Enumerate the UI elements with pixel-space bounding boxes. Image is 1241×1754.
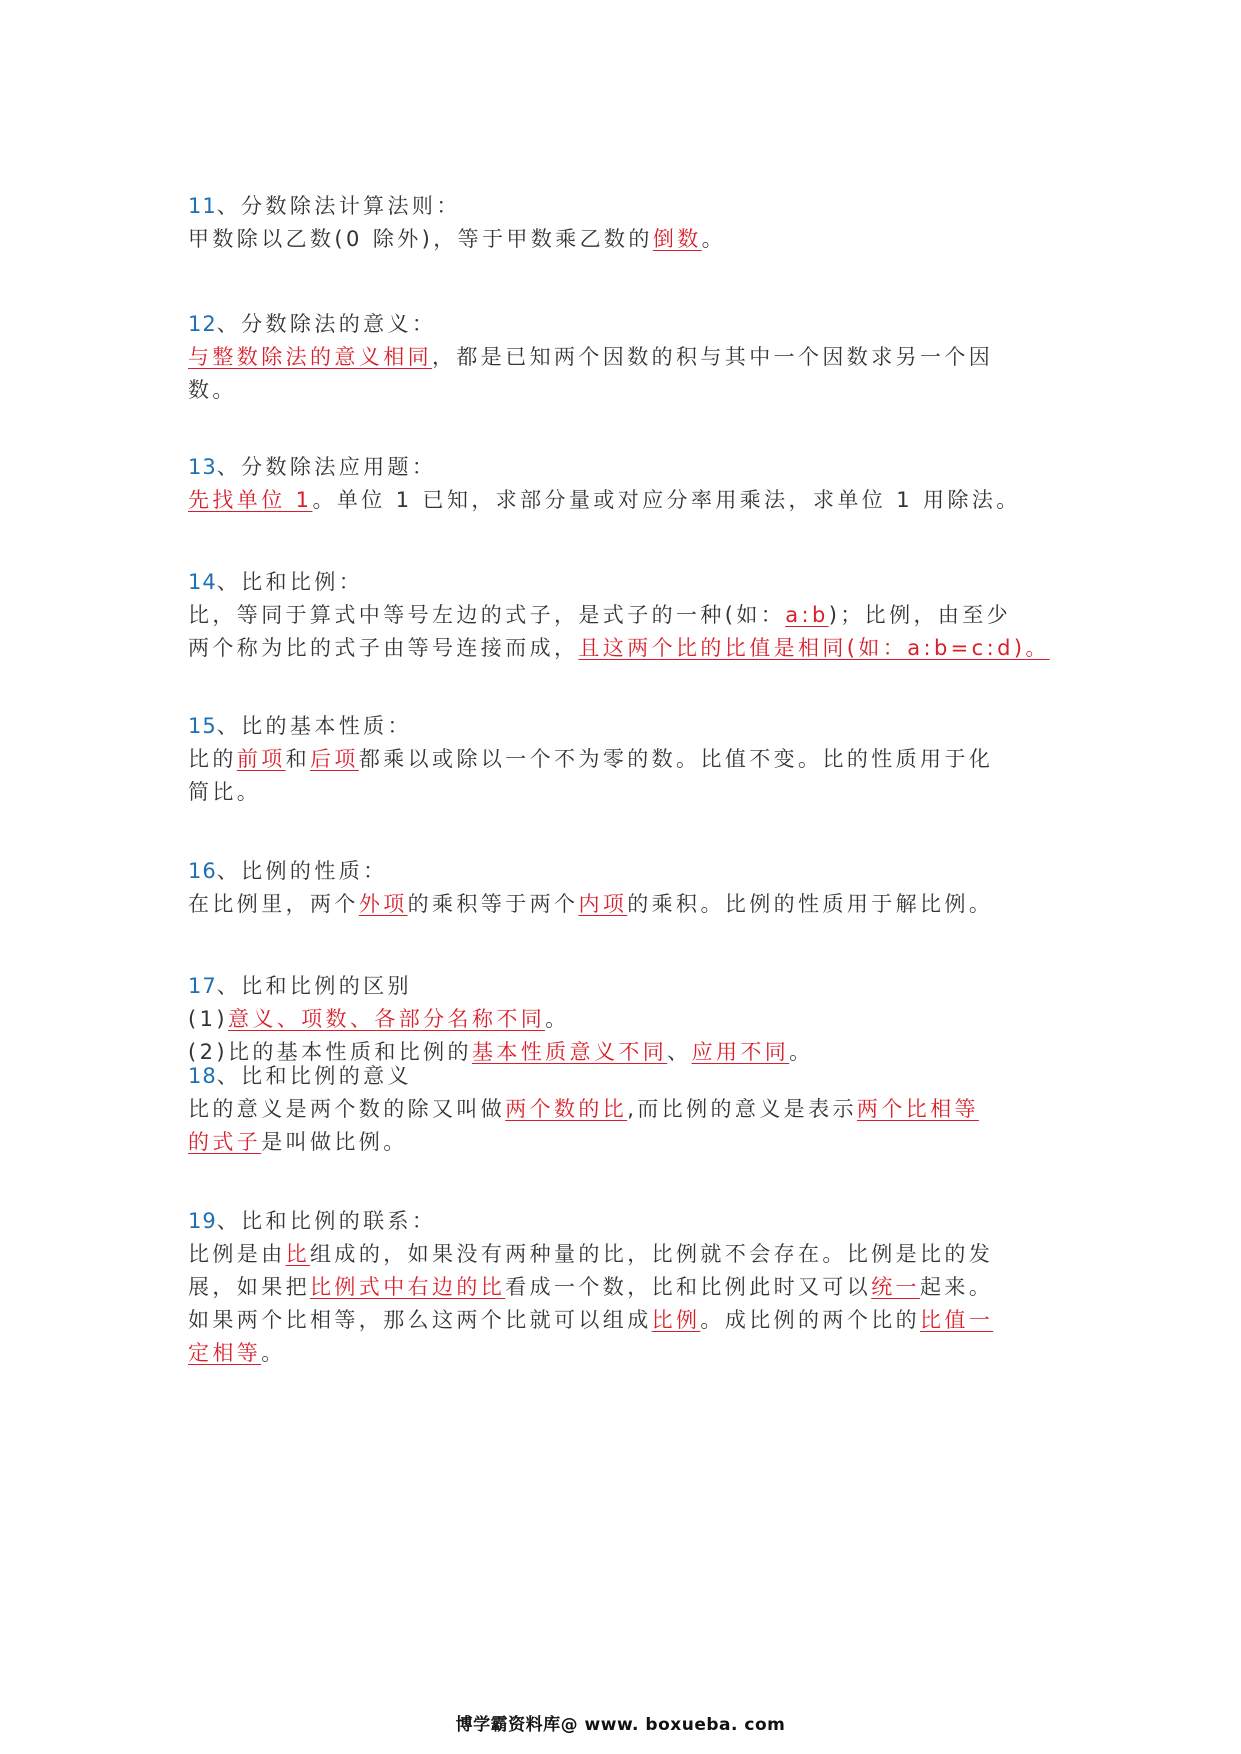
body-text: 。 [789,1040,814,1064]
highlighted-term: 基本性质意义不同 [471,1040,668,1064]
section-11 [188,190,1068,256]
section-heading [188,1060,1068,1093]
highlighted-term: 两个比相等 [856,1097,979,1121]
highlighted-term: 后项 [310,747,359,771]
section-title: 、比和比例的区别 [216,974,412,998]
section-heading [188,308,1068,341]
body-text: (1) [188,1007,228,1031]
body-text: 如果两个比相等，那么这两个比就可以组成 [188,1308,652,1332]
section-title: 、比的基本性质： [216,714,412,738]
section-number: 13 [188,455,217,479]
section-17 [188,970,1068,1069]
body-line [188,1238,1068,1271]
section-18 [188,1060,1068,1159]
body-text: 的乘积。比例的性质用于解比例。 [627,892,994,916]
body-text: 。 [701,227,727,251]
section-title: 、分数除法应用题： [216,455,437,479]
section-title: 、分数除法的意义： [216,312,437,336]
body-line [188,1337,1068,1370]
body-text: 的乘积等于两个 [407,892,579,916]
body-text: 和 [285,747,311,771]
section-number: 14 [188,570,217,594]
body-text: 比例是由 [188,1242,286,1266]
body-text: 数。 [188,378,237,402]
body-text: 甲数除以乙数(0 除外)，等于甲数乘乙数的 [188,227,653,251]
highlighted-term: 意义、项数、各部分名称不同 [227,1007,546,1031]
highlighted-term: 比例式中右边的比 [310,1275,506,1299]
body-text: 都乘以或除以一个不为零的数。比值不变。比的性质用于化 [358,747,994,771]
highlighted-term: 前项 [236,747,286,771]
body-text: ,而比例的意义是表示 [627,1097,857,1121]
body-text: 。单位 1 已知，求部分量或对应分率用乘法，求单位 1 用除法。 [312,488,1021,512]
section-heading [188,566,1068,599]
body-line [188,1093,1068,1126]
body-text: )；比例，由至少 [828,603,1012,627]
highlighted-term: 的式子 [188,1130,262,1154]
body-line [188,223,1068,256]
section-number: 15 [188,714,217,738]
body-line [188,1003,1068,1036]
highlighted-term: 应用不同 [691,1040,790,1064]
section-heading [188,855,1068,888]
section-number: 16 [188,859,217,883]
body-text: 是叫做比例。 [261,1130,408,1154]
section-14 [188,566,1068,665]
section-title: 、比和比例的意义 [216,1064,412,1088]
body-line [188,1304,1068,1337]
section-heading [188,710,1068,743]
section-heading [188,970,1068,1003]
body-line [188,888,1068,921]
body-text: 看成一个数，比和比例此时又可以 [505,1275,872,1299]
section-title: 、分数除法计算法则： [216,194,461,218]
body-text: 简比。 [188,780,262,804]
section-16 [188,855,1068,921]
highlighted-term: 比 [285,1242,311,1266]
body-line [188,776,1068,809]
body-text: 比，等同于算式中等号左边的式子，是式子的一种(如： [188,603,786,627]
body-text: 组成的，如果没有两种量的比，比例就不会存在。比例是比的发 [310,1242,994,1266]
section-19 [188,1205,1068,1370]
section-heading [188,190,1068,223]
body-line [188,484,1068,517]
body-text: 比的意义是两个数的除又叫做 [188,1097,506,1121]
body-text: 比的 [188,747,237,771]
highlighted-term: 比值一 [920,1308,994,1332]
body-text: 两个称为比的式子由等号连接而成， [188,636,579,660]
body-line [188,743,1068,776]
section-number: 12 [188,312,217,336]
section-title: 、比和比例： [216,570,364,594]
highlighted-term: 倒数 [652,227,702,251]
highlighted-term: 比例 [651,1308,701,1332]
body-line [188,341,1068,374]
highlighted-term: 与整数除法的意义相同 [188,345,432,369]
section-heading [188,1205,1068,1238]
body-text: 。 [545,1007,570,1031]
body-line [188,1271,1068,1304]
body-text: 。 [261,1341,286,1365]
highlighted-term: 两个数的比 [505,1097,628,1121]
body-text: ，都是已知两个因数的积与其中一个因数求另一个因 [432,345,994,369]
footer-watermark: 博学霸资料库@ www. boxueba. com [455,1715,786,1735]
section-15 [188,710,1068,809]
body-line [188,599,1068,632]
highlighted-term: 先找单位 1 [188,488,313,512]
body-text: 。成比例的两个比的 [700,1308,921,1332]
highlighted-term: 且这两个比的比值是相同(如：a:b=c:d)。 [578,636,1050,660]
section-13 [188,451,1068,517]
highlighted-term: 内项 [578,892,628,916]
body-text: 、 [667,1040,692,1064]
body-line [188,374,1068,407]
section-number: 18 [188,1064,217,1088]
body-line [188,632,1068,665]
section-number: 19 [188,1209,217,1233]
body-text: 在比例里，两个 [188,892,359,916]
highlighted-term: a:b [785,603,829,627]
highlighted-term: 统一 [871,1275,921,1299]
section-title: 、比和比例的联系： [216,1209,437,1233]
body-text: 展，如果把 [188,1275,310,1299]
body-text: (2)比的基本性质和比例的 [188,1040,472,1064]
highlighted-term: 外项 [358,892,408,916]
highlighted-term: 定相等 [188,1341,262,1365]
body-text: 起来。 [920,1275,994,1299]
section-heading [188,451,1068,484]
section-number: 11 [188,194,217,218]
section-12 [188,308,1068,407]
body-line [188,1126,1068,1159]
section-number: 17 [188,974,217,998]
section-title: 、比例的性质： [216,859,388,883]
